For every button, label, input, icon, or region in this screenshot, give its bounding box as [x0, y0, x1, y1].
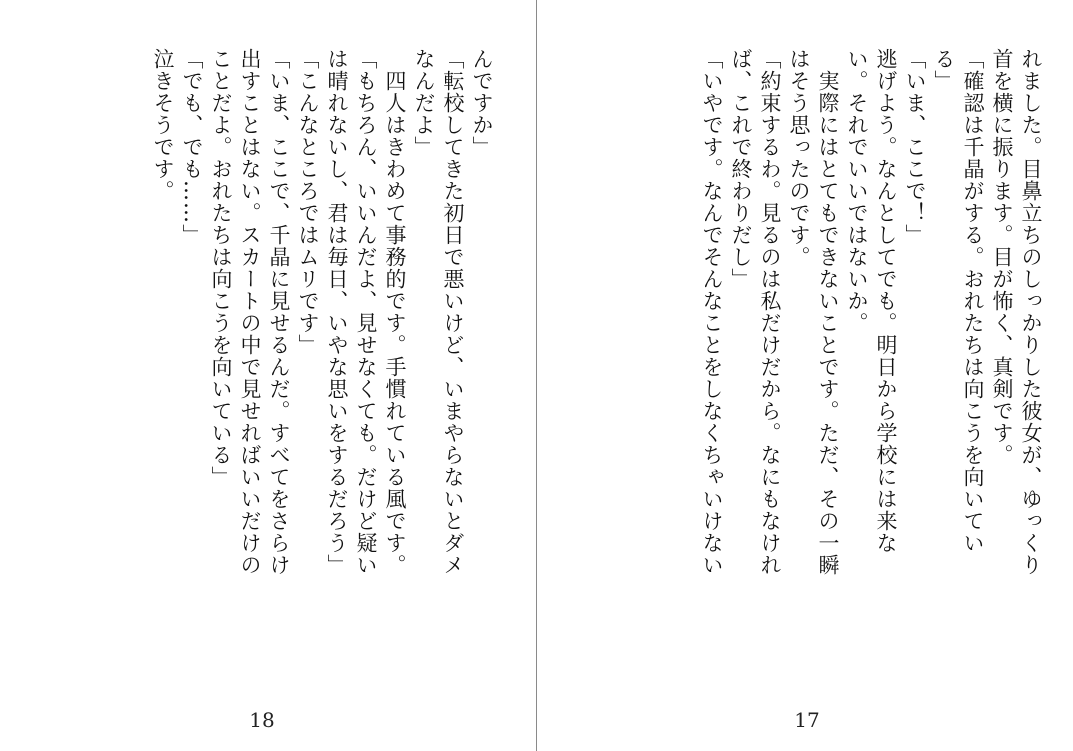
- text-line: 「確認は千晶がする。おれたちは向こうを向いてい: [961, 48, 985, 554]
- text-line: はそう思ったのです。: [787, 48, 811, 268]
- page-number-right: 17: [794, 708, 820, 732]
- right-page: [537, 0, 1073, 751]
- text-line: 「もちろん、いいんだよ、見せなくても。だけど疑い: [354, 48, 378, 576]
- text-line: 四人はきわめて事務的です。手慣れている風です。: [383, 48, 407, 576]
- text-line: 泣きそうです。: [151, 48, 175, 202]
- text-line: は晴れないし、君は毎日、いやな思いをするだろう」: [325, 48, 349, 576]
- left-page: [0, 0, 536, 751]
- text-line: 首を横に振ります。目が怖く、真剣です。: [990, 48, 1014, 466]
- page-number-left: 18: [249, 708, 275, 732]
- text-line: 「約束するわ。見るのは私だけだから。なにもなけれ: [758, 48, 782, 576]
- text-line: 「転校してきた初日で悪いけど、いまやらないとダメ: [441, 48, 465, 576]
- text-line: 「こんなところではムリです」: [296, 48, 320, 356]
- text-line: 実際にはとてもできないことです。ただ、その一瞬: [816, 48, 840, 576]
- text-line: 「いま、ここで、千晶に見せるんだ。すべてをさらけ: [267, 48, 291, 576]
- text-line: い。それでいいではないか。: [845, 48, 869, 334]
- text-line: ことだよ。おれたちは向こうを向いている」: [209, 48, 233, 488]
- text-line: ば、これで終わりだし」: [729, 48, 753, 290]
- text-line: なんだよ」: [412, 48, 436, 158]
- left-page-text: [148, 48, 496, 668]
- text-line: 「いま、ここで！」: [903, 48, 927, 246]
- text-line: 逃げよう。なんとしてでも。明日から学校には来な: [874, 48, 898, 554]
- right-page-text: [697, 48, 1045, 668]
- text-line: 「いやです。なんでそんなことをしなくちゃいけない: [700, 48, 724, 576]
- text-line: れました。目鼻立ちのしっかりした彼女が、ゆっくり: [1019, 48, 1043, 576]
- text-line: る」: [932, 48, 956, 92]
- text-line: 「でも、でも……」: [180, 48, 204, 246]
- text-line: 出すことはない。スカートの中で見せればいいだけの: [238, 48, 262, 576]
- text-line: んですか」: [470, 48, 494, 158]
